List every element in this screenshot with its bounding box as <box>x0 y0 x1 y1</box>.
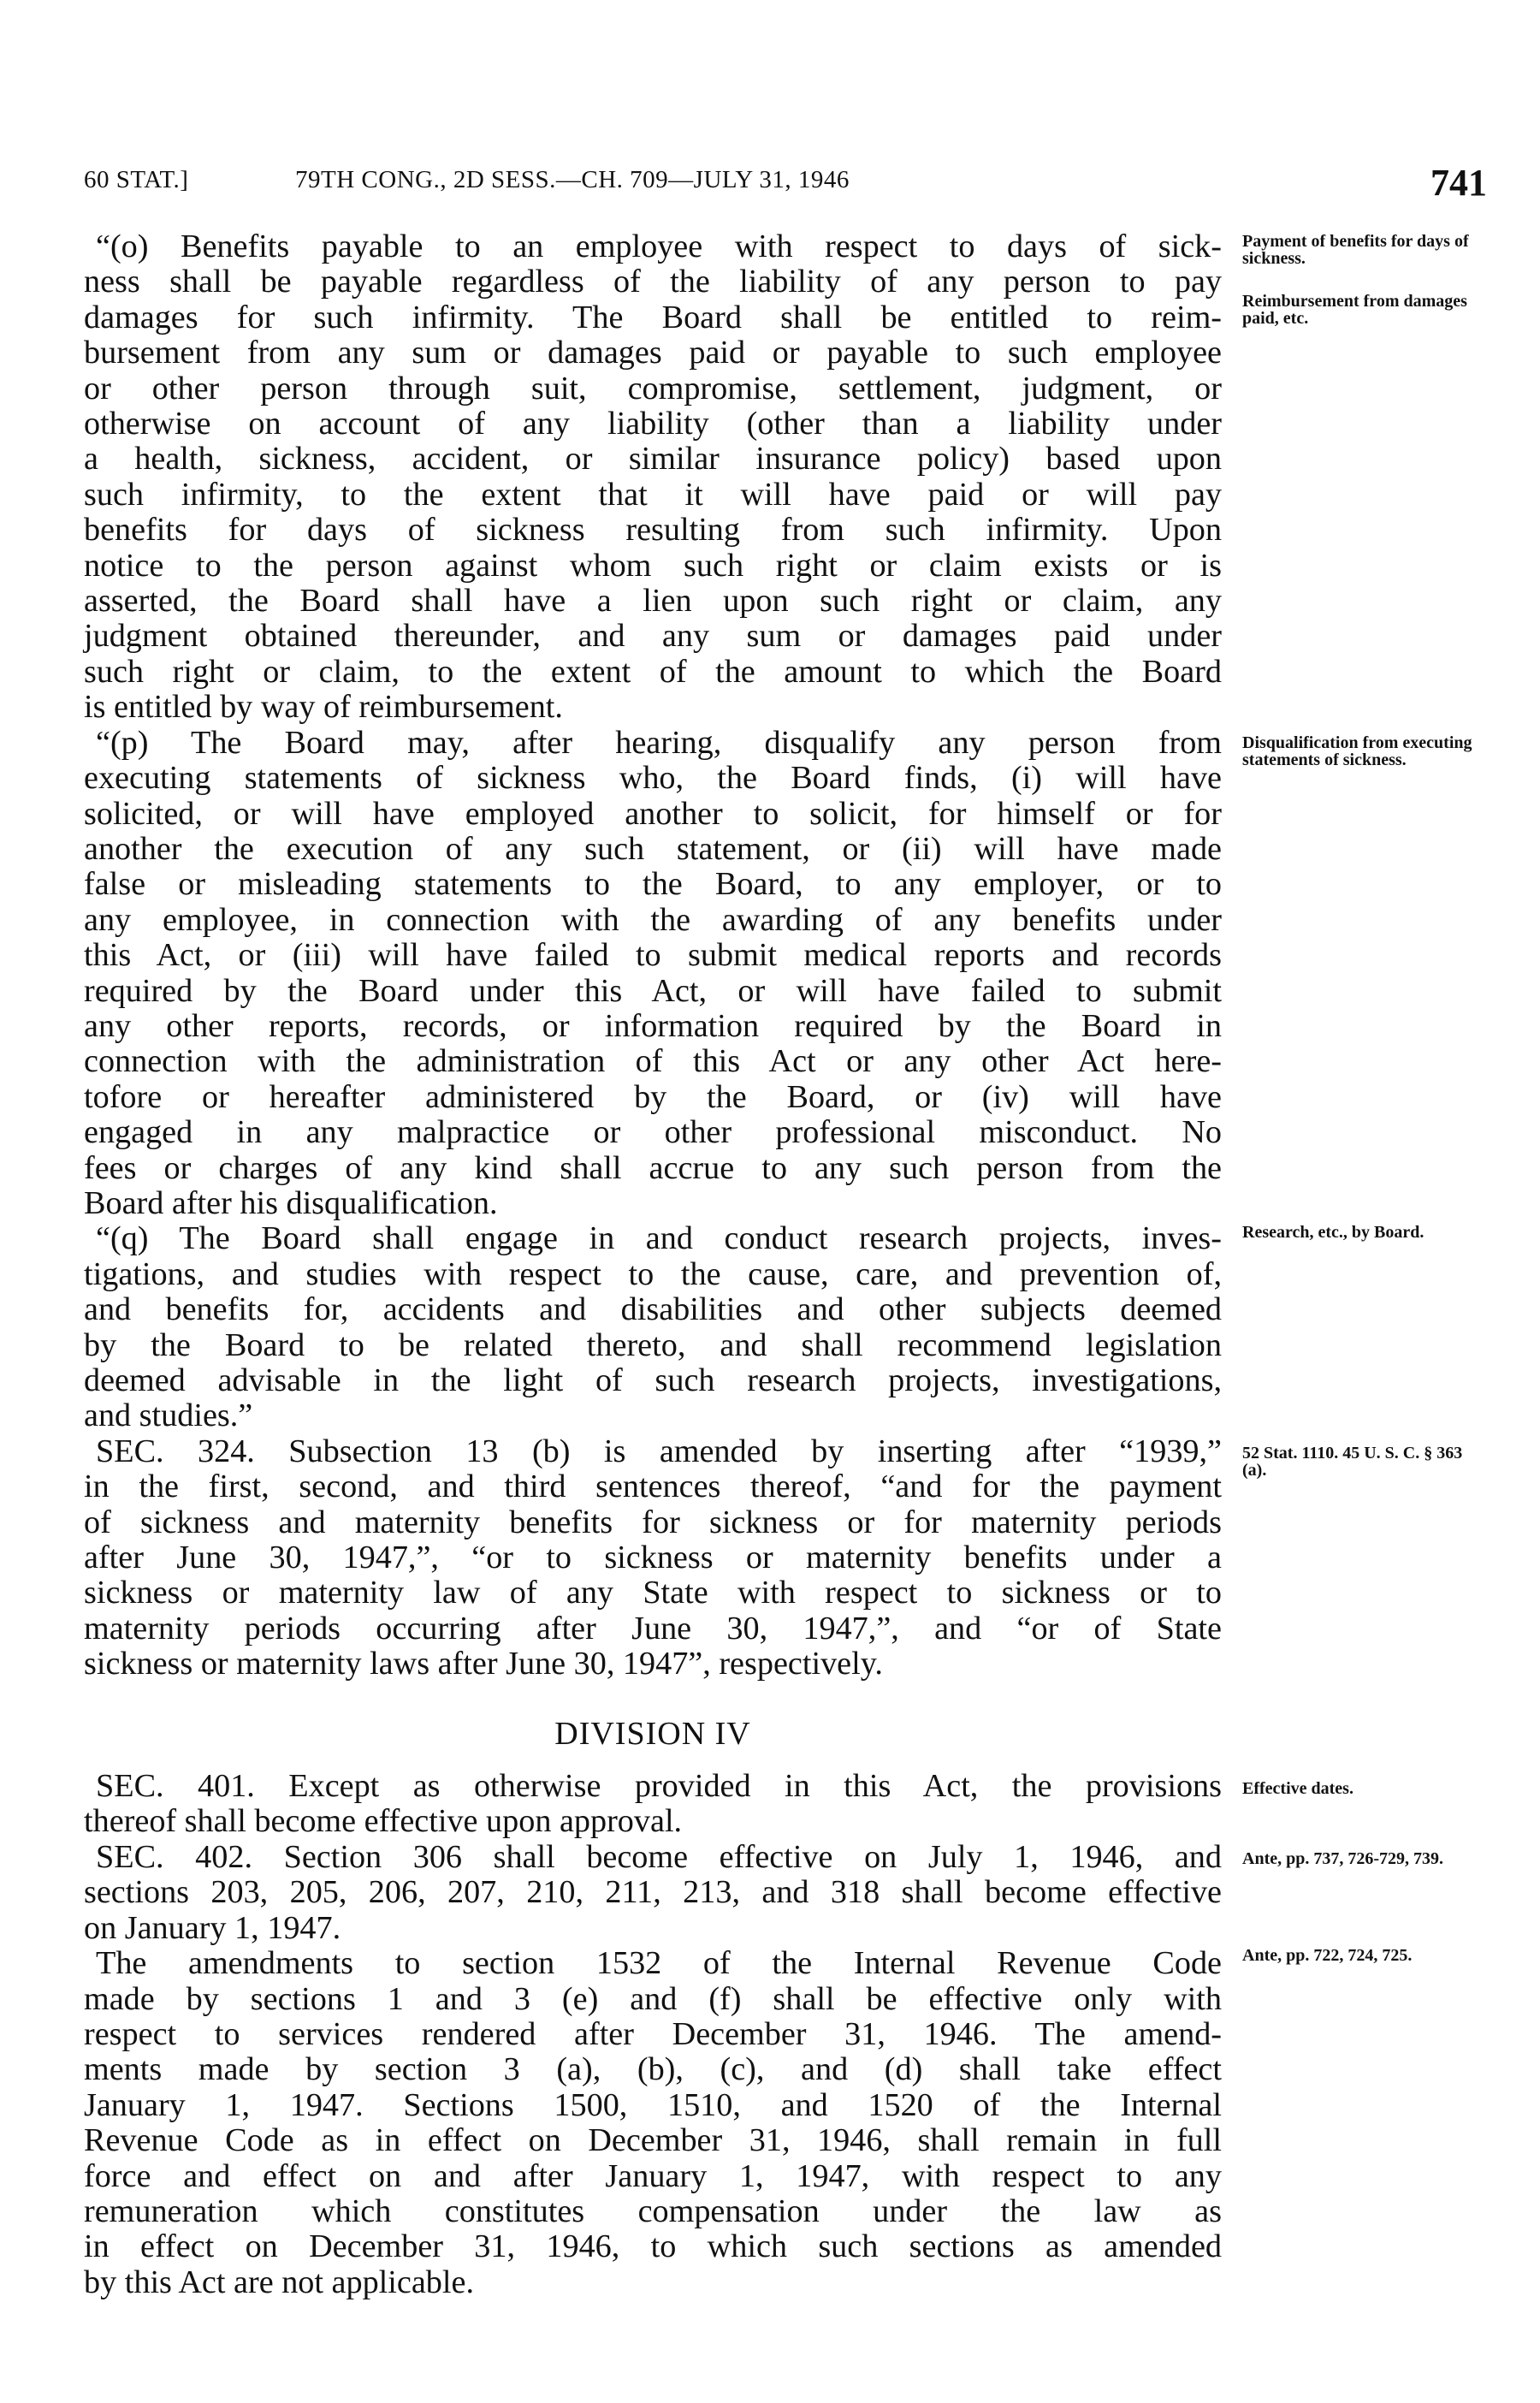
text-line: benefits for days of sickness resulting from such infirmity. Upon <box>84 512 1222 549</box>
text-line: engaged in any malpractice or other professional misconduct. No <box>84 1114 1222 1151</box>
text-line: bursement from any sum or damages paid or payable to such employee <box>84 335 1222 371</box>
text-line: notice to the person against whom such right or claim exists or is <box>84 547 1222 584</box>
margin-note: Effective dates. <box>1242 1779 1353 1798</box>
text-line: ments made by section 3 (a), (b), (c), and (d) shall take effect <box>84 2051 1222 2088</box>
text-line: “(o) Benefits payable to an employee with respect to days of sick- <box>96 228 1222 264</box>
text-line: executing statements of sickness who, the Board finds, (i) will have <box>84 760 1222 797</box>
text-line: connection with the administration of this Act or any other Act here- <box>84 1043 1222 1080</box>
text-line: Revenue Code as in effect on December 31, 1946, shall remain in full <box>84 2122 1222 2159</box>
text-line: respect to services rendered after December 31, 1946. The amend- <box>84 2015 1222 2052</box>
text-line: and benefits for, accidents and disabilities and other subjects deemed <box>84 1291 1222 1328</box>
text-line: another the execution of any such statement, or (ii) will have made <box>84 830 1222 867</box>
text-line: sections 203, 205, 206, 207, 210, 211, 213, and 318 shall become effective <box>84 1874 1222 1911</box>
text-line: this Act, or (iii) will have failed to submit medical reports and records <box>84 937 1222 974</box>
margin-note: Research, etc., by Board. <box>1242 1223 1424 1242</box>
text-line: SEC. 324. Subsection 13 (b) is amended by inserting after “1939,” <box>96 1433 1222 1469</box>
text-line: any employee, in connection with the awarding of any benefits under <box>84 901 1222 938</box>
text-line: by this Act are not applicable. <box>84 2264 474 2300</box>
text-line: “(q) The Board shall engage in and conduct research projects, inves- <box>96 1220 1222 1257</box>
text-line: false or misleading statements to the Board, to any employer, or to <box>84 866 1222 903</box>
text-line: is entitled by way of reimbursement. <box>84 689 563 726</box>
text-line: in effect on December 31, 1946, to which such sections as amended <box>84 2228 1222 2265</box>
text-line: made by sections 1 and 3 (e) and (f) shall be effective only with <box>84 1980 1222 2017</box>
text-line: otherwise on account of any liability (other than a liability under <box>84 406 1222 442</box>
margin-note: Ante, pp. 737, 726-729, 739. <box>1242 1849 1444 1868</box>
text-line: sickness or maternity laws after June 30, 1947”, respectively. <box>84 1646 883 1682</box>
text-line: and studies.” <box>84 1397 253 1434</box>
margin-note: Disqualification from executing statements of sickness. <box>1242 733 1472 769</box>
statute-text <box>84 229 1222 2300</box>
text-line: thereof shall become effective upon approval. <box>84 1803 683 1840</box>
margin-note: Payment of benefits for days of sickness. <box>1242 232 1469 268</box>
text-line: tofore or hereafter administered by the Board, or (iv) will have <box>84 1078 1222 1115</box>
text-line: January 1, 1947. Sections 1500, 1510, and 1520 of the Internal <box>84 2086 1222 2123</box>
text-line: in the first, second, and third sentences thereof, “and for the payment <box>84 1468 1222 1505</box>
text-line: of sickness and maternity benefits for sickness or for maternity periods <box>84 1504 1222 1540</box>
text-line: on January 1, 1947. <box>84 1909 341 1946</box>
text-line: solicited, or will have employed another to solicit, for himself or for <box>84 795 1222 832</box>
text-line: force and effect on and after January 1, 1947, with respect to any <box>84 2157 1222 2194</box>
section-spacer <box>84 1752 1222 1769</box>
text-line: such right or claim, to the extent of the amount to which the Board <box>84 653 1222 690</box>
session-chapter-date: 79TH CONG., 2D SESS.—CH. 709—JULY 31, 1946 <box>295 166 850 193</box>
text-line: judgment obtained thereunder, and any sum or damages paid under <box>84 618 1222 655</box>
text-line: fees or charges of any kind shall accrue to any such person from the <box>84 1149 1222 1186</box>
text-line: after June 30, 1947,”, “or to sickness or maternity benefits under a <box>84 1540 1222 1576</box>
text-line: damages for such infirmity. The Board shall be entitled to reim- <box>84 299 1222 335</box>
section-spacer <box>84 1682 1222 1717</box>
text-line: asserted, the Board shall have a lien upon such right or claim, any <box>84 583 1222 620</box>
text-line: or other person through suit, compromise, settlement, judgment, or <box>84 370 1222 406</box>
text-line: required by the Board under this Act, or will have failed to submit <box>84 972 1222 1009</box>
text-line: by the Board to be related thereto, and shall recommend legislation <box>84 1326 1222 1363</box>
text-line: maternity periods occurring after June 30, 1947,”, and “or of State <box>84 1610 1222 1646</box>
text-line: such infirmity, to the extent that it will have paid or will pay <box>84 476 1222 513</box>
text-line: deemed advisable in the light of such research projects, investigations, <box>84 1362 1222 1398</box>
text-line: SEC. 402. Section 306 shall become effective on July 1, 1946, and <box>96 1838 1222 1875</box>
text-line: a health, sickness, accident, or similar insurance policy) based upon <box>84 441 1222 478</box>
text-line: remuneration which constitutes compensation under the law as <box>84 2192 1222 2229</box>
text-line: any other reports, records, or information required by the Board in <box>84 1007 1222 1044</box>
text-line: The amendments to section 1532 of the Internal Revenue Code <box>96 1945 1222 1982</box>
text-line: “(p) The Board may, after hearing, disqualify any person from <box>96 724 1222 761</box>
text-line: ness shall be payable regardless of the liability of any person to pay <box>84 264 1222 300</box>
page-number: 741 <box>1430 162 1487 204</box>
text-line: tigations, and studies with respect to the cause, care, and prevention of, <box>84 1255 1222 1292</box>
margin-note: Ante, pp. 722, 724, 725. <box>1242 1946 1413 1965</box>
text-line: sickness or maternity law of any State with respect to sickness or to <box>84 1575 1222 1611</box>
division-heading: DIVISION IV <box>554 1715 751 1752</box>
text-line: Board after his disqualification. <box>84 1184 498 1221</box>
text-line: SEC. 401. Except as otherwise provided in this Act, the provisions <box>96 1768 1222 1805</box>
volume-reference: 60 STAT.] <box>84 166 189 193</box>
page-header <box>84 161 1487 212</box>
margin-note: Reimbursement from damages paid, etc. <box>1242 292 1467 328</box>
margin-note: 52 Stat. 1110. 45 U. S. C. § 363 (a). <box>1242 1444 1463 1480</box>
